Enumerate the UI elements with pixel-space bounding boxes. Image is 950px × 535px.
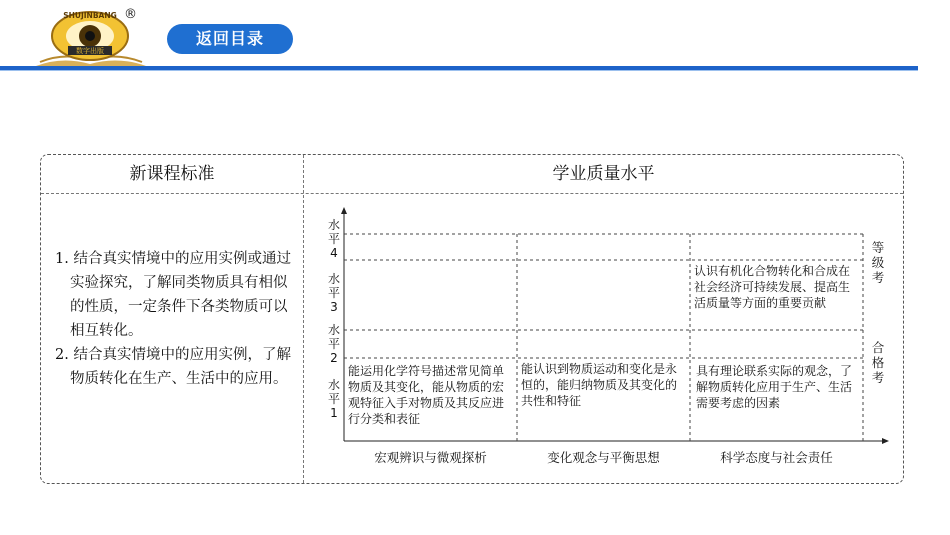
category-change-balance: 变化观念与平衡思想: [547, 450, 660, 465]
grade-exam-tag: 等 级 考: [871, 240, 885, 285]
level-4-label: 水 平 4: [327, 218, 340, 260]
standard-item-1: 1. 结合真实情境中的应用实例或通过实验探究，了解同类物质具有相似的性质，一定条件下各类物质可以相互转化。: [55, 251, 291, 339]
logo-sub-text: 数字出版: [76, 47, 104, 55]
curriculum-table: [40, 154, 904, 484]
column-divider: [303, 155, 304, 483]
cell-attitude-responsibility-level3: 认识有机化合物转化和合成在社会经济可持续发展、提高生活质量等方面的重要贡献: [694, 264, 851, 310]
level-1-label: 水 平 1: [327, 378, 340, 420]
registered-mark: ®: [124, 7, 137, 22]
level-3-label: 水 平 3: [327, 272, 340, 314]
pass-exam-tag: 合 格 考: [871, 340, 885, 385]
level-2-label: 水 平 2: [327, 323, 340, 365]
quality-level-header: 学业质量水平: [552, 164, 655, 184]
cell-change-balance-level1: 能认识到物质运动和变化是永恒的，能归纳物质及其变化的共性和特征: [521, 362, 678, 408]
header-row-divider: [41, 193, 903, 194]
standard-item-2: 2. 结合真实情境中的应用实例，了解物质转化在生产、生活中的应用。: [55, 347, 291, 387]
standards-list: [55, 247, 301, 391]
category-attitude-responsibility: 科学态度与社会责任: [720, 450, 833, 465]
cell-attitude-responsibility-level1: 具有理论联系实际的观念，了解物质转化应用于生产、生活需要考虑的因素: [696, 364, 853, 410]
logo-text: SHUJINBANG: [63, 11, 117, 20]
back-to-contents-button[interactable]: 返回目录: [167, 24, 293, 54]
cell-macro-micro-level1: 能运用化学符号描述常见简单物质及其变化，能从物质的宏观特征入手对物质及其反应进行分类和表征: [348, 364, 505, 426]
curriculum-standard-header: 新课程标准: [129, 164, 215, 184]
category-macro-micro: 宏观辨识与微观探析: [374, 450, 487, 465]
header-divider-light: [0, 70, 918, 71]
